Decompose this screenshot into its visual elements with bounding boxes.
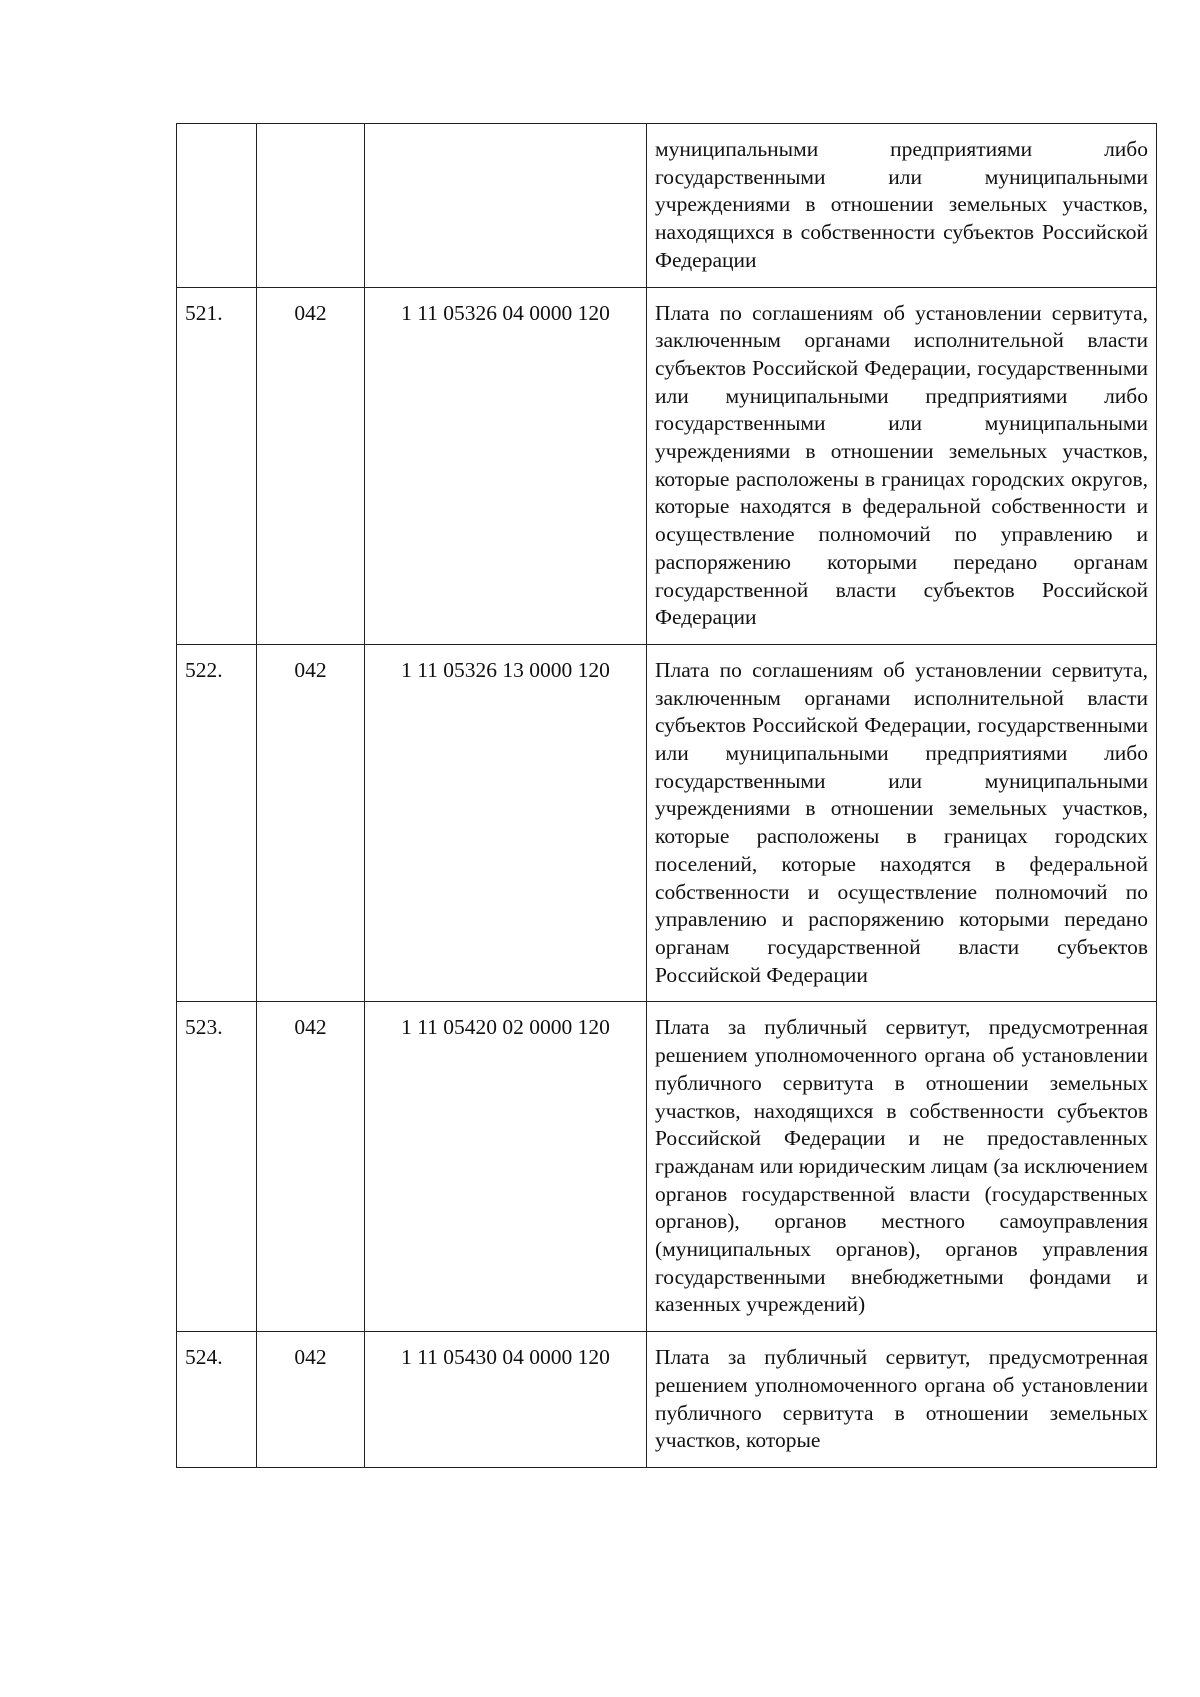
revenue-classification-table <box>176 123 1157 1468</box>
budget-code-cell: 1 11 05430 04 0000 120 <box>365 1332 647 1468</box>
description-cell: Плата по соглашениям об установлении сервитута, заключенным органами исполнительной власти субъектов Российской Федерации, государственными или муниципальными предприятиями либо государственными или муниципальными учреждениями в отношении земельных участков, которые расположены в границах городских округов, которые находятся в федеральной собственности и осуществление полномочий по управлению и распоряжению которыми передано органам государственной власти субъектов Российской Федерации <box>647 287 1157 644</box>
budget-code-cell <box>365 124 647 288</box>
admin-code-cell: 042 <box>257 1002 365 1332</box>
row-number-cell <box>177 124 257 288</box>
table-row-continuation <box>177 124 1157 288</box>
table-row <box>177 644 1157 1001</box>
admin-code-cell: 042 <box>257 287 365 644</box>
table-row <box>177 287 1157 644</box>
row-number-cell: 524. <box>177 1332 257 1468</box>
description-cell: Плата по соглашениям об установлении сервитута, заключенным органами исполнительной власти субъектов Российской Федерации, государственными или муниципальными предприятиями либо государственными или муниципальными учреждениями в отношении земельных участков, которые расположены в границах городских поселений, которые находятся в федеральной собственности и осуществление полномочий по управлению и распоряжению которыми передано органам государственной власти субъектов Российской Федерации <box>647 644 1157 1001</box>
table-row <box>177 1332 1157 1468</box>
budget-code-cell: 1 11 05326 13 0000 120 <box>365 644 647 1001</box>
description-cell: муниципальными предприятиями либо государственными или муниципальными учреждениями в отношении земельных участков, находящихся в собственности субъектов Российской Федерации <box>647 124 1157 288</box>
budget-code-cell: 1 11 05420 02 0000 120 <box>365 1002 647 1332</box>
admin-code-cell <box>257 124 365 288</box>
row-number-cell: 522. <box>177 644 257 1001</box>
description-cell: Плата за публичный сервитут, предусмотренная решением уполномоченного органа об установлении публичного сервитута в отношении земельных участков, которые <box>647 1332 1157 1468</box>
admin-code-cell: 042 <box>257 1332 365 1468</box>
budget-code-cell: 1 11 05326 04 0000 120 <box>365 287 647 644</box>
table-row <box>177 1002 1157 1332</box>
admin-code-cell: 042 <box>257 644 365 1001</box>
description-cell: Плата за публичный сервитут, предусмотренная решением уполномоченного органа об установлении публичного сервитута в отношении земельных участков, находящихся в собственности субъектов Российской Федерации и не предоставленных гражданам или юридическим лицам (за исключением органов государственной власти (государственных органов), органов местного самоуправления (муниципальных органов), органов управления государственными внебюджетными фондами и казенных учреждений) <box>647 1002 1157 1332</box>
row-number-cell: 523. <box>177 1002 257 1332</box>
row-number-cell: 521. <box>177 287 257 644</box>
